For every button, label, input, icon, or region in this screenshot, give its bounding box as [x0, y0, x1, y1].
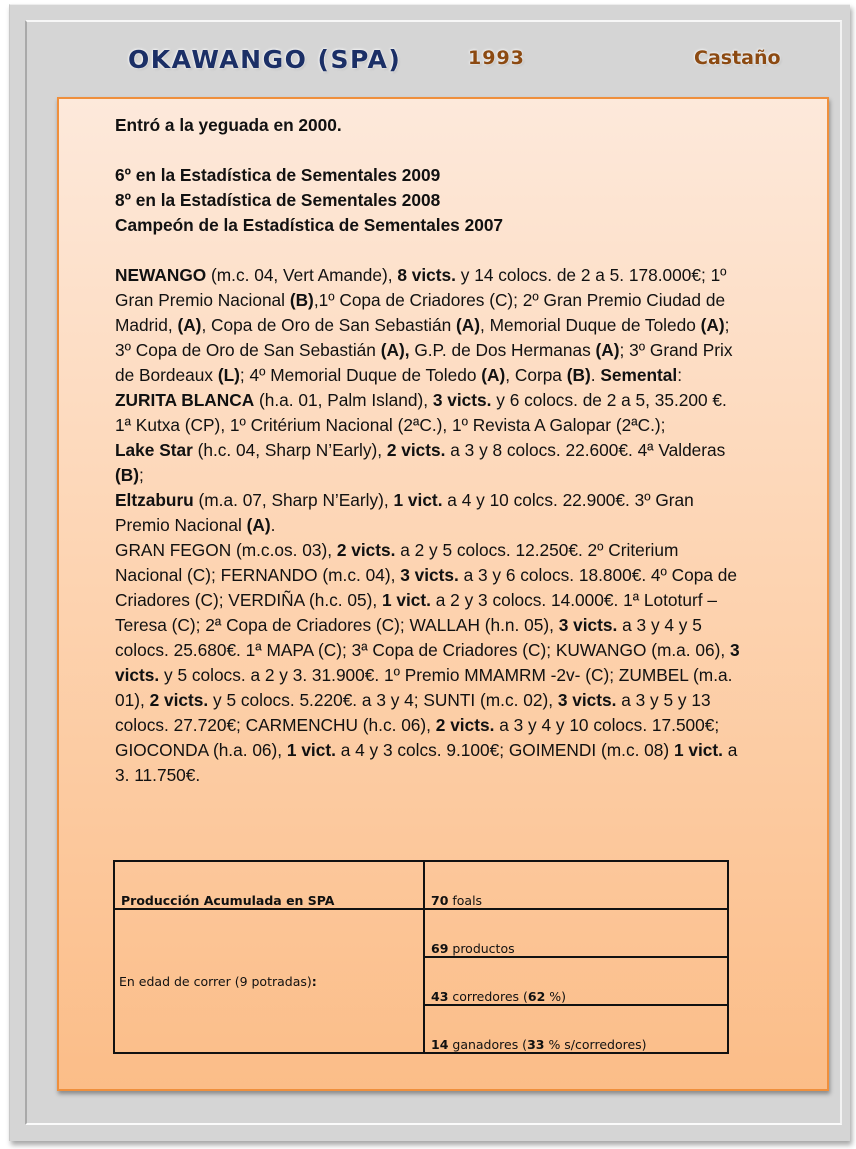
table-row	[114, 909, 728, 957]
stud-entry: Entró a la yeguada en 2000.	[115, 115, 342, 135]
progeny-text: ; 4º Memorial Duque de Toledo	[239, 365, 482, 385]
winners-count: 14	[431, 1037, 449, 1052]
content-body	[115, 113, 745, 788]
header	[10, 45, 850, 85]
progeny-text: y 5 colocs. 5.220€. a 3 y 4; SUNTI (m.c. 02),	[208, 690, 558, 710]
racing-age-label-cell	[114, 909, 424, 1053]
progeny-text: a 3 y 6 colocs. 18.800€. 4º Copa de Criadores (C); VERDIÑA (h.c. 05),	[115, 565, 737, 610]
stats-line: Campeón de la Estadística de Sementales 2007	[115, 215, 504, 235]
racing-age-label: En edad de correr (9 potradas)	[119, 973, 312, 989]
progeny-text: a 3 y 4 y 5 colocs. 25.680€. 1ª MAPA (C); 3ª Copa de Criadores (C); KUWANGO (m.a. 06),	[115, 615, 730, 660]
wins-count: 2 victs.	[149, 690, 209, 710]
progeny-text: a 4 y 3 colcs. 9.100€; GOIMENDI (m.c. 08)	[335, 740, 674, 760]
progeny-text: , Memorial Duque de Toledo	[480, 315, 701, 335]
winners-tail: % s/corredores)	[544, 1037, 647, 1052]
wins-count: 3 victs.	[115, 640, 740, 685]
race-grade: (A)	[481, 365, 506, 385]
race-grade: (B)	[566, 365, 591, 385]
wins-count: 2 victs.	[336, 540, 396, 560]
progeny-text: ,1º Copa de Criadores (C); 2º Gran Premio Ciudad de Madrid,	[115, 290, 726, 335]
wins-count: 3 victs.	[400, 565, 459, 585]
production-stats-table	[113, 860, 729, 1054]
progeny-text: (m.a. 07, Sharp N’Early),	[193, 490, 394, 510]
colon: :	[311, 973, 317, 989]
products-cell	[424, 909, 728, 957]
runners-percent: 62	[527, 989, 546, 1004]
wins-count: 2 victs.	[386, 440, 446, 460]
wins-count: 3 victs.	[432, 390, 492, 410]
wins-count: 1 vict.	[673, 740, 723, 760]
progeny-text: , Corpa	[505, 365, 567, 385]
production-label-cell	[114, 861, 424, 909]
sire-label: Semental	[600, 365, 678, 385]
foals-count: 70	[431, 893, 449, 908]
progeny-text: a 3 y 5 y 13 colocs. 27.720€; CARMENCHU (h.c. 06),	[115, 690, 711, 735]
production-label: Producción Acumulada en SPA	[121, 893, 335, 908]
content-panel	[57, 97, 829, 1091]
progeny-eltzaburu	[115, 488, 745, 538]
progeny-zurita-blanca	[115, 388, 745, 438]
progeny-text: ; 3º Grand Prix de Bordeaux	[115, 340, 733, 385]
progeny-text: y 5 colocs. a 2 y 3. 31.900€. 1º Premio MMAMRM -2v- (C); ZUMBEL (m.a. 01),	[115, 665, 733, 710]
runners-count: 43	[431, 989, 449, 1004]
progeny-text: .	[270, 515, 276, 535]
progeny-text: a 3 y 8 colocs. 22.600€. 4ª Valderas	[445, 440, 726, 460]
race-grade: (A)	[246, 515, 271, 535]
progeny-text: a 2 y 3 colocs. 14.000€. 1ª Lototurf – Teresa (C); 2ª Copa de Criadores (C); WALLAH (h.n. 05),	[115, 590, 717, 635]
progeny-text: y 6 colocs. de 2 a 5, 35.200 €. 1ª Kutxa (CP), 1º Critérium Nacional (2ªC.), 1º Revista A Galopar (2ªC.);	[115, 390, 727, 435]
progeny-name: NEWANGO	[115, 265, 207, 285]
race-grade: (L)	[217, 365, 240, 385]
progeny-text: (m.c. 04, Vert Amande),	[206, 265, 398, 285]
progeny-others	[115, 538, 745, 788]
foals-label: foals	[448, 893, 483, 908]
progeny-lake-star	[115, 438, 745, 488]
products-label: productos	[448, 941, 515, 956]
page-frame	[9, 4, 850, 1141]
wins-count: 1 vict.	[381, 590, 431, 610]
race-grade: (A)	[700, 315, 725, 335]
wins-count: 1 vict.	[393, 490, 443, 510]
progeny-text: , Copa de Oro de San Sebastián	[201, 315, 457, 335]
progeny-text: (h.c. 04, Sharp N’Early),	[192, 440, 387, 460]
progeny-text: a 2 y 5 colocs. 12.250€. 2º Criterium Nacional (C); FERNANDO (m.c. 04),	[115, 540, 679, 585]
progeny-text: ;	[139, 465, 144, 485]
runners-cell	[424, 957, 728, 1005]
progeny-text: a 3. 11.750€.	[115, 740, 738, 785]
progeny-newango	[115, 263, 745, 388]
stats-line: 8º en la Estadística de Sementales 2008	[115, 190, 441, 210]
wins-count: 1 vict.	[286, 740, 336, 760]
progeny-text: ; 3º Copa de Oro de San Sebastián	[115, 315, 730, 360]
progeny-text: GRAN FEGON (m.c.os. 03),	[115, 540, 337, 560]
progeny-text: (h.a. 01, Palm Island),	[254, 390, 433, 410]
progeny-text: :	[677, 365, 682, 385]
foals-cell	[424, 861, 728, 909]
runners-tail: %)	[545, 989, 567, 1004]
race-grade: (A),	[380, 340, 410, 360]
progeny-text: a 4 y 10 colcs. 22.900€. 3º Gran Premio Nacional	[115, 490, 694, 535]
race-grade: (B)	[115, 465, 139, 485]
runners-label: corredores (	[448, 989, 528, 1004]
progeny-text: G.P. de Dos Hermanas	[409, 340, 596, 360]
winners-label: ganadores (	[448, 1037, 528, 1052]
progeny-name: ZURITA BLANCA	[115, 390, 255, 410]
race-grade: (A)	[595, 340, 620, 360]
progeny-name: Lake Star	[115, 440, 193, 460]
horse-name: OKAWANGO (SPA)	[128, 45, 402, 74]
stats-line: 6º en la Estadística de Sementales 2009	[115, 165, 441, 185]
wins-count: 3 victs.	[557, 690, 617, 710]
wins-count: 2 victs.	[435, 715, 495, 735]
winners-cell	[424, 1005, 728, 1053]
race-grade: (A)	[456, 315, 481, 335]
table-row	[114, 861, 728, 909]
race-grade: (A)	[177, 315, 202, 335]
race-grade: (B)	[289, 290, 314, 310]
products-count: 69	[431, 941, 449, 956]
progeny-text: .	[590, 365, 601, 385]
winners-percent: 33	[527, 1037, 545, 1052]
coat-color: Castaño	[694, 47, 781, 69]
birth-year: 1993	[468, 47, 525, 69]
wins-count: 8 victs.	[397, 265, 456, 285]
progeny-name: Eltzaburu	[115, 490, 194, 510]
progeny-text: y 14 colocs. de 2 a 5. 178.000€; 1º Gran Premio Nacional	[115, 265, 727, 310]
progeny-text: a 3 y 4 y 10 colocs. 17.500€; GIOCONDA (h.a. 06),	[115, 715, 720, 760]
wins-count: 3 victs.	[558, 615, 618, 635]
